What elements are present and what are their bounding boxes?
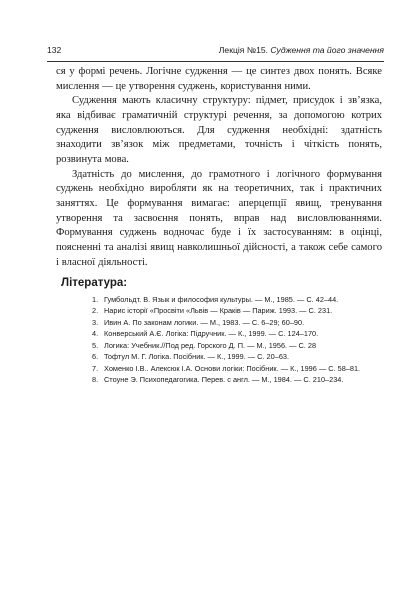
body-paragraph: ся у формі речень. Логічне судження — це синтез двох понять. Всяке мислення — це утворення суджень, користування ними.: [56, 66, 382, 92]
literature-heading: Література:: [61, 277, 128, 289]
body-paragraph: Судження мають класичну структуру: підмет, присудок і зв’язка, яка відбиває граматичній структурі речення, за допомогою котрих судження висловлюються. Для судження необхідні: здатність знаходити зв’язок між предметами, точність і чіткість понять, розвинута мова.: [56, 95, 382, 165]
reference-number: 4.: [92, 329, 99, 339]
reference-text: Логика: Учебник.//Под ред. Горского Д. П. — М., 1956. — С. 28: [104, 340, 317, 350]
reference-number: 6.: [92, 352, 99, 362]
reference-text: Стоуне Э. Психопедагогика. Перев. с англ. — М., 1984. — С. 210–234.: [104, 375, 344, 385]
reference-text: Хоменко І.В.. Алексюк І.А. Основи логіки: Посібник. — К., 1996 — С. 58–81.: [104, 363, 361, 373]
reference-number: 7.: [92, 363, 99, 373]
reference-item: [61, 329, 381, 339]
lecture-title: Судження та його значення: [270, 45, 384, 55]
reference-item: [61, 375, 381, 385]
body-text: [56, 65, 382, 270]
reference-number: 5.: [92, 340, 99, 350]
reference-number: 8.: [92, 375, 99, 385]
running-header: [47, 43, 384, 57]
reference-item: [61, 295, 381, 305]
body-paragraph: Здатність до мислення, до грамотного і логічного формування суджень необхідно виробляти як на теоретичних, так і практичних заняттях. Це формування вимагає: аперцепції явищ, тренування утворення та засвоєння понять, вправ над висловлюваннями. Формування суджень водночас буде і їх застосуванням: в оцінці, поясненні та аналізі явищ навколишньої дійсності, а також себе самого і власної діяльності.: [56, 168, 382, 268]
page-number: 132: [47, 45, 62, 55]
reference-text: Тофтул М. Г. Логіка. Посібник. — К., 1999. — С. 20–63.: [104, 352, 290, 362]
reference-item: [61, 364, 381, 374]
reference-number: 1.: [92, 295, 99, 304]
literature-section: [61, 275, 381, 387]
reference-item: [61, 318, 381, 328]
reference-text: Ивин А. По законам логики. — М., 1983. — С. 6–29; 60–90.: [104, 317, 305, 327]
reference-number: 3.: [92, 317, 99, 327]
reference-item: [61, 352, 381, 362]
reference-item: [61, 306, 381, 316]
reference-text: Гумбольдт. В. Язык и философия культуры. — М., 1985. — С. 42–44.: [104, 295, 339, 304]
reference-number: 2.: [92, 306, 99, 316]
reference-list: [61, 295, 381, 385]
header-rule: [47, 61, 384, 62]
header-title: [219, 43, 384, 57]
reference-text: Конверський А.Є. Логіка: Підручник. — К., 1999. — С. 124–170.: [104, 329, 319, 339]
reference-item: [61, 341, 381, 351]
lecture-label: Лекція №15.: [218, 45, 271, 55]
reference-text: Нарис історії «Просвіти «Львів — Краків — Париж. 1993. — С. 231.: [104, 306, 333, 316]
